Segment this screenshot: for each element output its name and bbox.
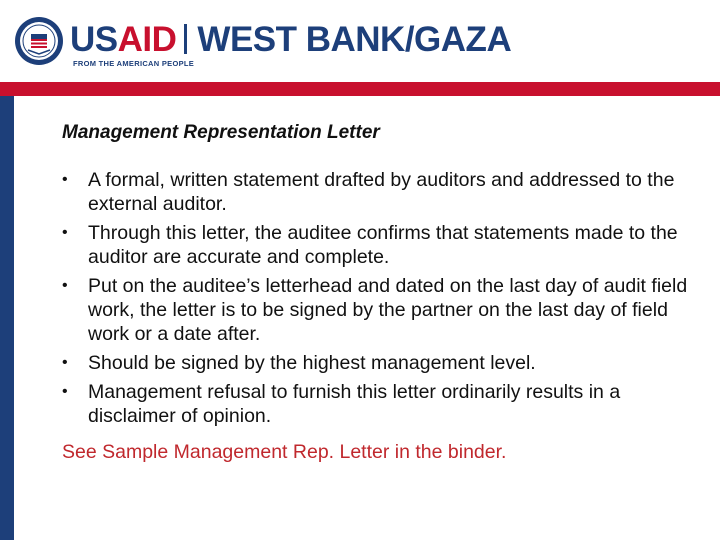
bullet-icon: • — [62, 277, 68, 294]
logo-region: WEST BANK/GAZA — [197, 20, 512, 59]
bullet-text: Through this letter, the auditee confirms that statements made to the auditor are accurate and complete. — [88, 222, 678, 268]
left-blue-bar — [0, 96, 14, 540]
header — [0, 0, 720, 82]
bullet-text: Management refusal to furnish this letter ordinarily results in a disclaimer of opinion. — [88, 381, 621, 427]
bullet-text: Put on the auditee’s letterhead and dated on the last day of audit field work, the letter is to be signed by the partner on the last day of field work or a date after. — [88, 275, 688, 345]
bullet-text: A formal, written statement drafted by auditors and addressed to the external auditor. — [88, 169, 675, 215]
bullet-icon: • — [62, 383, 68, 400]
top-red-rule — [0, 82, 720, 96]
usaid-wordmark — [70, 22, 511, 58]
bullet-icon: • — [62, 224, 68, 241]
bullet-text: Should be signed by the highest management level. — [88, 352, 536, 374]
slide-title: Management Representation Letter — [62, 122, 380, 143]
bullet-list — [62, 168, 702, 433]
bullet-icon: • — [62, 354, 68, 371]
binder-note: See Sample Management Rep. Letter in the binder. — [62, 441, 507, 463]
bullet-item — [62, 380, 702, 428]
rule-gap — [14, 96, 720, 99]
logo-tagline: FROM THE AMERICAN PEOPLE — [73, 59, 195, 68]
bullet-icon: • — [62, 171, 68, 188]
logo-usaid-prefix: US — [70, 20, 118, 59]
usaid-seal-icon — [14, 16, 64, 66]
logo-usaid-accent: AID — [117, 20, 177, 59]
bullet-item — [62, 221, 702, 269]
bullet-item — [62, 168, 702, 216]
logo-divider — [184, 24, 187, 54]
bullet-item — [62, 274, 702, 346]
bullet-item — [62, 351, 702, 375]
